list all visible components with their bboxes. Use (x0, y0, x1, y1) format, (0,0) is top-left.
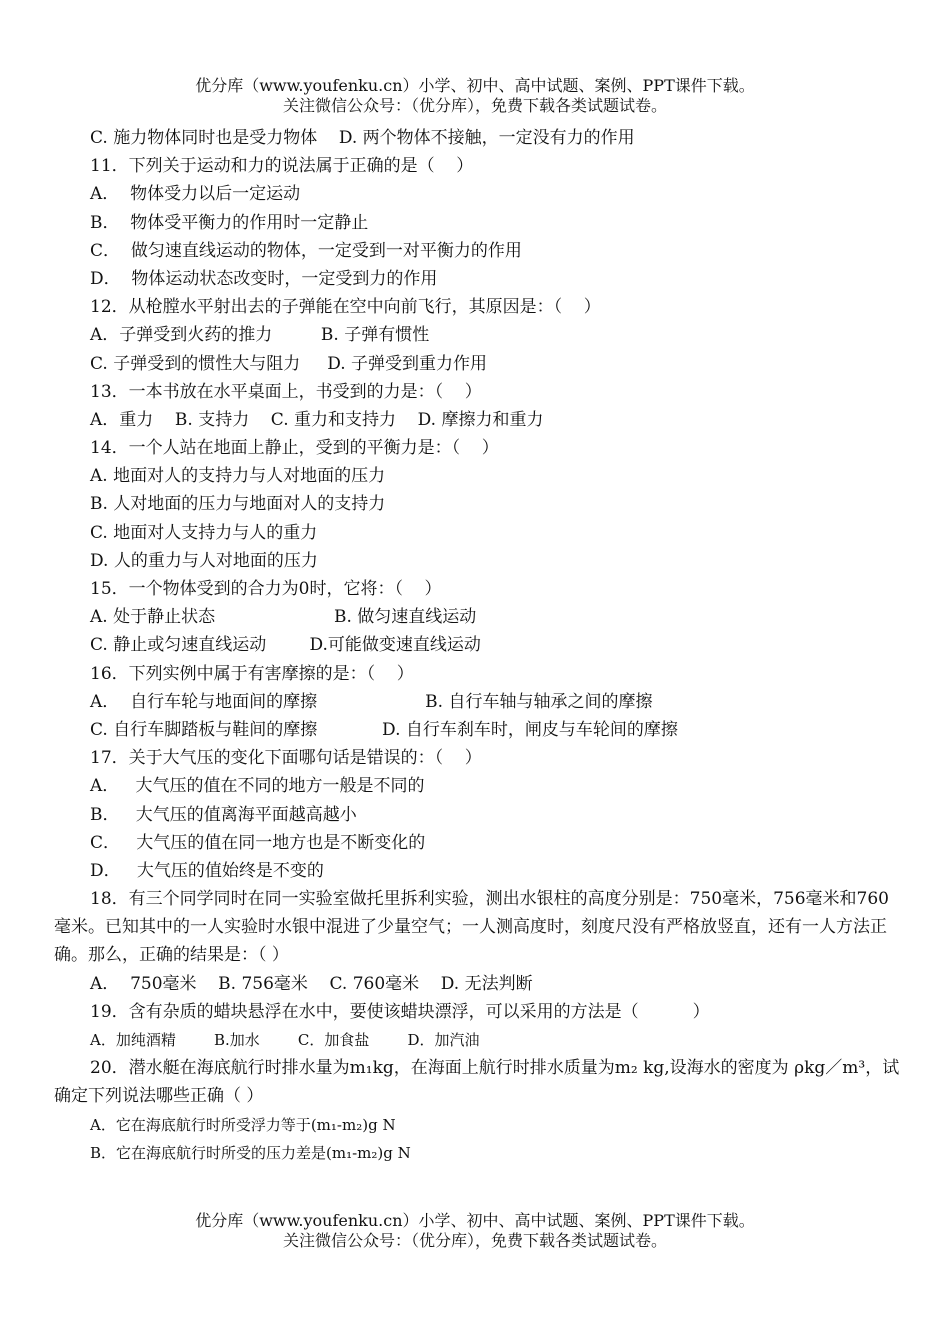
q14-option-d: D. 人的重力与人对地面的压力 (90, 550, 318, 571)
q11-option-a: A． 物体受力以后一定运动 (90, 184, 301, 205)
q11-option-d: D． 物体运动状态改变时，一定受到力的作用 (90, 268, 438, 289)
page-footer (0, 1211, 950, 1251)
footer-line-1: 优分库（www.youfenku.cn）小学、初中、高中试题、案例、PPT课件下载。 (195, 1211, 755, 1230)
question-content (54, 124, 902, 1167)
q14-option-a: A. 地面对人的支持力与人对地面的压力 (90, 466, 386, 487)
question-13: 13．一本书放在水平桌面上，书受到的力是：（ ） (90, 381, 482, 402)
q14-option-b: B. 人对地面的压力与地面对人的支持力 (90, 494, 386, 515)
q17-option-b: B． 大气压的值离海平面越高越小 (90, 804, 357, 825)
q12-options-c-d: C. 子弹受到的惯性大与阻力 D. 子弹受到重力作用 (90, 353, 488, 374)
q11-option-b: B． 物体受平衡力的作用时一定静止 (90, 212, 369, 233)
q13-options: A．重力 B. 支持力 C. 重力和支持力 D. 摩擦力和重力 (90, 409, 544, 430)
q17-option-c: C． 大气压的值在同一地方也是不断变化的 (90, 832, 426, 853)
q16-options-c-d: C. 自行车脚踏板与鞋间的摩擦 D. 自行车刹车时，闸皮与车轮间的摩擦 (90, 719, 678, 740)
q14-option-c: C. 地面对人支持力与人的重力 (90, 522, 318, 543)
line-options-c-d: C. 施力物体同时也是受力物体 D. 两个物体不接触，一定没有力的作用 (90, 128, 635, 148)
q20-option-a: A．它在海底航行时所受浮力等于(m₁-m₂)g N (90, 1115, 396, 1134)
question-14: 14．一个人站在地面上静止，受到的平衡力是：（ ） (90, 438, 499, 459)
q17-option-a: A． 大气压的值在不同的地方一般是不同的 (90, 776, 425, 797)
q12-options-a-b: A．子弹受到火药的推力 B. 子弹有惯性 (90, 325, 430, 346)
question-17: 17．关于大气压的变化下面哪句话是错误的：（ ） (90, 748, 482, 769)
footer-line-2: 关注微信公众号：（优分库），免费下载各类试题试卷。 (282, 1231, 667, 1250)
q20-option-b: B．它在海底航行时所受的压力差是(m₁-m₂)g N (90, 1143, 411, 1162)
question-15: 15．一个物体受到的合力为0时，它将：（ ） (90, 579, 442, 599)
page-header (0, 76, 950, 116)
q19-options: A．加纯酒精 B.加水 C．加食盐 D．加汽油 (90, 1031, 480, 1050)
q15-options-a-b: A. 处于静止状态 B. 做匀速直线运动 (90, 607, 477, 628)
question-12: 12．从枪膛水平射出去的子弹能在空中向前飞行，其原因是：（ ） (90, 297, 601, 318)
question-16: 16．下列实例中属于有害摩擦的是：（ ） (90, 663, 414, 684)
q18-options: A． 750毫米 B. 756毫米 C. 760毫米 D. 无法判断 (90, 973, 533, 994)
q11-option-c: C． 做匀速直线运动的物体，一定受到一对平衡力的作用 (90, 240, 522, 261)
q15-options-c-d: C. 静止或匀速直线运动 D.可能做变速直线运动 (90, 635, 481, 656)
question-18: 18．有三个同学同时在同一实验室做托里拆利实验，测出水银柱的高度分别是：750毫米，756毫米和760毫米。已知其中的一人实验时水银中混进了少量空气；一人测高度时，刻度尺没有严格放竖直，还有一人方法正确。那么，正确的结果是：（ ） (54, 889, 889, 966)
header-line-2: 关注微信公众号：（优分库），免费下载各类试题试卷。 (282, 96, 667, 115)
q16-options-a-b: A． 自行车轮与地面间的摩擦 B. 自行车轴与轴承之间的摩擦 (90, 691, 653, 712)
question-20: 20．潜水艇在海底航行时排水量为m₁kg，在海面上航行时排水质量为m₂ kg,设海水的密度为 ρkg／m³，试确定下列说法哪些正确（ ） (54, 1058, 900, 1107)
header-line-1: 优分库（www.youfenku.cn）小学、初中、高中试题、案例、PPT课件下载。 (195, 76, 755, 95)
question-19: 19．含有杂质的蜡块悬浮在水中，要使该蜡块漂浮，可以采用的方法是（ ） (90, 1001, 710, 1022)
q17-option-d: D． 大气压的值始终是不变的 (90, 860, 324, 881)
question-11: 11．下列关于运动和力的说法属于正确的是（ ） (90, 156, 474, 177)
